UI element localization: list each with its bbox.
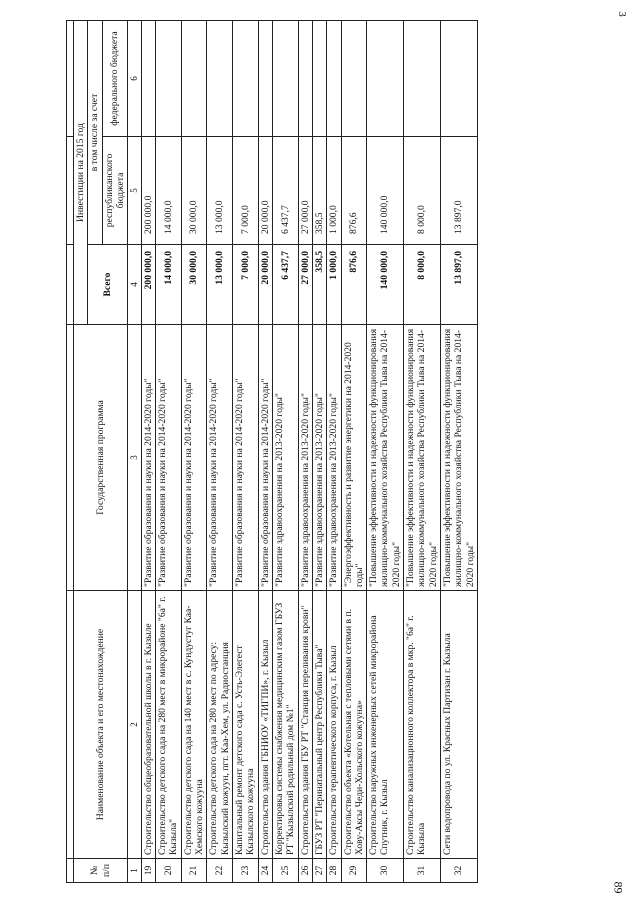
republican-amount: 13 000,0 [207, 137, 233, 245]
republican-amount: 14 000,0 [156, 137, 182, 245]
program-name: "Развитие здравоохранения на 2013-2020 годы" [272, 325, 298, 591]
row-number: 19 [141, 859, 155, 883]
row-number: 28 [327, 859, 341, 883]
table-row [272, 21, 298, 883]
object-name: Строительство терапевтического корпуса, г. Кызыл [327, 591, 341, 859]
header-investments: Инвестиции на 2015 год [74, 21, 88, 325]
header-program: Государственная программа [74, 325, 128, 591]
total-amount: 30 000,0 [181, 245, 207, 325]
table-row [327, 21, 341, 883]
total-amount: 27 000,0 [298, 245, 312, 325]
header-republican: республиканского бюджета [102, 137, 128, 245]
row-number: 22 [207, 859, 233, 883]
column-index: 1 [128, 859, 142, 883]
header-num: № п/п [74, 859, 128, 883]
row-number: 27 [312, 859, 326, 883]
federal-amount [367, 21, 404, 137]
row-number: 32 [441, 859, 478, 883]
table-row [207, 21, 233, 883]
column-index-row [128, 21, 142, 883]
total-amount: 876,6 [341, 245, 367, 325]
federal-amount [341, 21, 367, 137]
page-number-top: 3 [615, 11, 628, 17]
table-row [141, 21, 155, 883]
row-number: 29 [341, 859, 367, 883]
object-name: Строительство канализационного коллектора в мкр. "6а" г. Кызыла [404, 591, 441, 859]
column-index: 6 [128, 21, 142, 137]
program-name: "Повышение эффективности и надежности функционирования жилищно-коммунального хозяйства Республики Тыва на 2014-2020 годы" [367, 325, 404, 591]
row-number: 25 [272, 859, 298, 883]
column-index: 2 [128, 591, 142, 859]
object-name: Строительство детского сада на 280 мест в микрорайоне "6а" г. Кызыла" [156, 591, 182, 859]
table-body [141, 21, 477, 883]
total-amount: 20 000,0 [258, 245, 272, 325]
object-name: ГБУЗ РТ "Перинатальный центр Республики Тыва" [312, 591, 326, 859]
republican-amount: 30 000,0 [181, 137, 207, 245]
row-number: 30 [367, 859, 404, 883]
header-federal: федерального бюджета [102, 21, 128, 137]
table-row [404, 21, 441, 883]
total-amount: 13 897,0 [441, 245, 478, 325]
object-name: Капитальный ремонт детского сада с. Усть-Элегест Кызылского кожууна [233, 591, 259, 859]
object-name: Строительство объекта «Котельная с тепловыми сетями в п. Хову-Аксы Чеди-Хольского кожууна» [341, 591, 367, 859]
row-number: 23 [233, 859, 259, 883]
object-name: Строительство наружных инженерных сетей микрорайона Спутник, г. Кызыл [367, 591, 404, 859]
object-name: Строительство здания ГБНИОУ «ТИГПИ», г. Кызыл [258, 591, 272, 859]
program-name: "Повышение эффективности и надежности функционирования жилищно-коммунального хозяйства Республики Тыва на 2014-2020 годы" [404, 325, 441, 591]
rotated-table-container [66, 21, 596, 883]
program-name: "Развитие образования и науки на 2014-2020 годы" [141, 325, 155, 591]
program-name: "Энергоэффективность и развитие энергетики на 2014-2020 годы" [341, 325, 367, 591]
program-name: "Развитие образования и науки на 2014-2020 годы" [258, 325, 272, 591]
federal-amount [207, 21, 233, 137]
table-row [298, 21, 312, 883]
federal-amount [327, 21, 341, 137]
total-amount: 8 000,0 [404, 245, 441, 325]
federal-amount [156, 21, 182, 137]
total-amount: 358,5 [312, 245, 326, 325]
header-row-1 [74, 21, 88, 883]
object-name: Строительство здания ГБУ РТ "Станция переливания крови" [298, 591, 312, 859]
object-name: Строительство детского сада на 140 мест в с. Кундустуг Каа-Хемского кожууна [181, 591, 207, 859]
program-name: "Повышение эффективности и надежности функционирования жилищно-коммунального хозяйства Республики Тыва на 2014-2020 годы" [441, 325, 478, 591]
total-amount: 13 000,0 [207, 245, 233, 325]
total-amount: 7 000,0 [233, 245, 259, 325]
federal-amount [298, 21, 312, 137]
republican-amount: 358,5 [312, 137, 326, 245]
column-index: 3 [128, 325, 142, 591]
federal-amount [181, 21, 207, 137]
program-name: "Развитие здравоохранения на 2013-2020 годы" [312, 325, 326, 591]
total-amount: 6 437,7 [272, 245, 298, 325]
program-name: "Развитие здравоохранения на 2013-2020 годы" [298, 325, 312, 591]
investment-table [66, 20, 478, 883]
table-row [441, 21, 478, 883]
republican-amount: 13 897,0 [441, 137, 478, 245]
federal-amount [404, 21, 441, 137]
federal-amount [312, 21, 326, 137]
program-name: "Развитие образования и науки на 2014-2020 годы" [156, 325, 182, 591]
table-row [181, 21, 207, 883]
row-number: 21 [181, 859, 207, 883]
table-row [341, 21, 367, 883]
federal-amount [141, 21, 155, 137]
total-amount: 14 000,0 [156, 245, 182, 325]
table-row [233, 21, 259, 883]
object-name: Строительство общеобразовательной школы в г. Кызыле [141, 591, 155, 859]
total-amount: 140 000,0 [367, 245, 404, 325]
table-row [258, 21, 272, 883]
page-number-bottom: 89 [611, 881, 626, 894]
republican-amount: 7 000,0 [233, 137, 259, 245]
row-number: 20 [156, 859, 182, 883]
header-spacer-row [67, 21, 74, 883]
federal-amount [441, 21, 478, 137]
column-index: 5 [128, 137, 142, 245]
object-name: Строительство детского сада на 280 мест по адресу: Кызылский кожуун, пгт. Каа-Хем, ул. Радиостанция [207, 591, 233, 859]
row-number: 24 [258, 859, 272, 883]
table-row [312, 21, 326, 883]
row-number: 31 [404, 859, 441, 883]
table-row [367, 21, 404, 883]
object-name: Сети водопровода по ул. Красных Партизан г. Кызыла [441, 591, 478, 859]
program-name: "Развитие здравоохранения на 2013-2020 годы" [327, 325, 341, 591]
republican-amount: 876,6 [341, 137, 367, 245]
republican-amount: 6 437,7 [272, 137, 298, 245]
row-number: 26 [298, 859, 312, 883]
republican-amount: 27 000,0 [298, 137, 312, 245]
total-amount: 1 000,0 [327, 245, 341, 325]
total-amount: 200 000,0 [141, 245, 155, 325]
program-name: "Развитие образования и науки на 2014-2020 годы" [207, 325, 233, 591]
republican-amount: 8 000,0 [404, 137, 441, 245]
program-name: "Развитие образования и науки на 2014-2020 годы" [181, 325, 207, 591]
federal-amount [233, 21, 259, 137]
program-name: "Развитие образования и науки на 2014-2020 годы" [233, 325, 259, 591]
republican-amount: 20 000,0 [258, 137, 272, 245]
column-index: 4 [128, 245, 142, 325]
header-name: Наименование объекта и его местонахождение [74, 591, 128, 859]
federal-amount [258, 21, 272, 137]
header-including: в том числе за счет [88, 21, 102, 245]
federal-amount [272, 21, 298, 137]
header-total: Всего [88, 245, 128, 325]
republican-amount: 140 000,0 [367, 137, 404, 245]
object-name: Корректировка системы снабжения медицинским газом ГБУЗ РТ "Кызылский родильный дом №1" [272, 591, 298, 859]
table-row [156, 21, 182, 883]
republican-amount: 200 000,0 [141, 137, 155, 245]
republican-amount: 1 000,0 [327, 137, 341, 245]
